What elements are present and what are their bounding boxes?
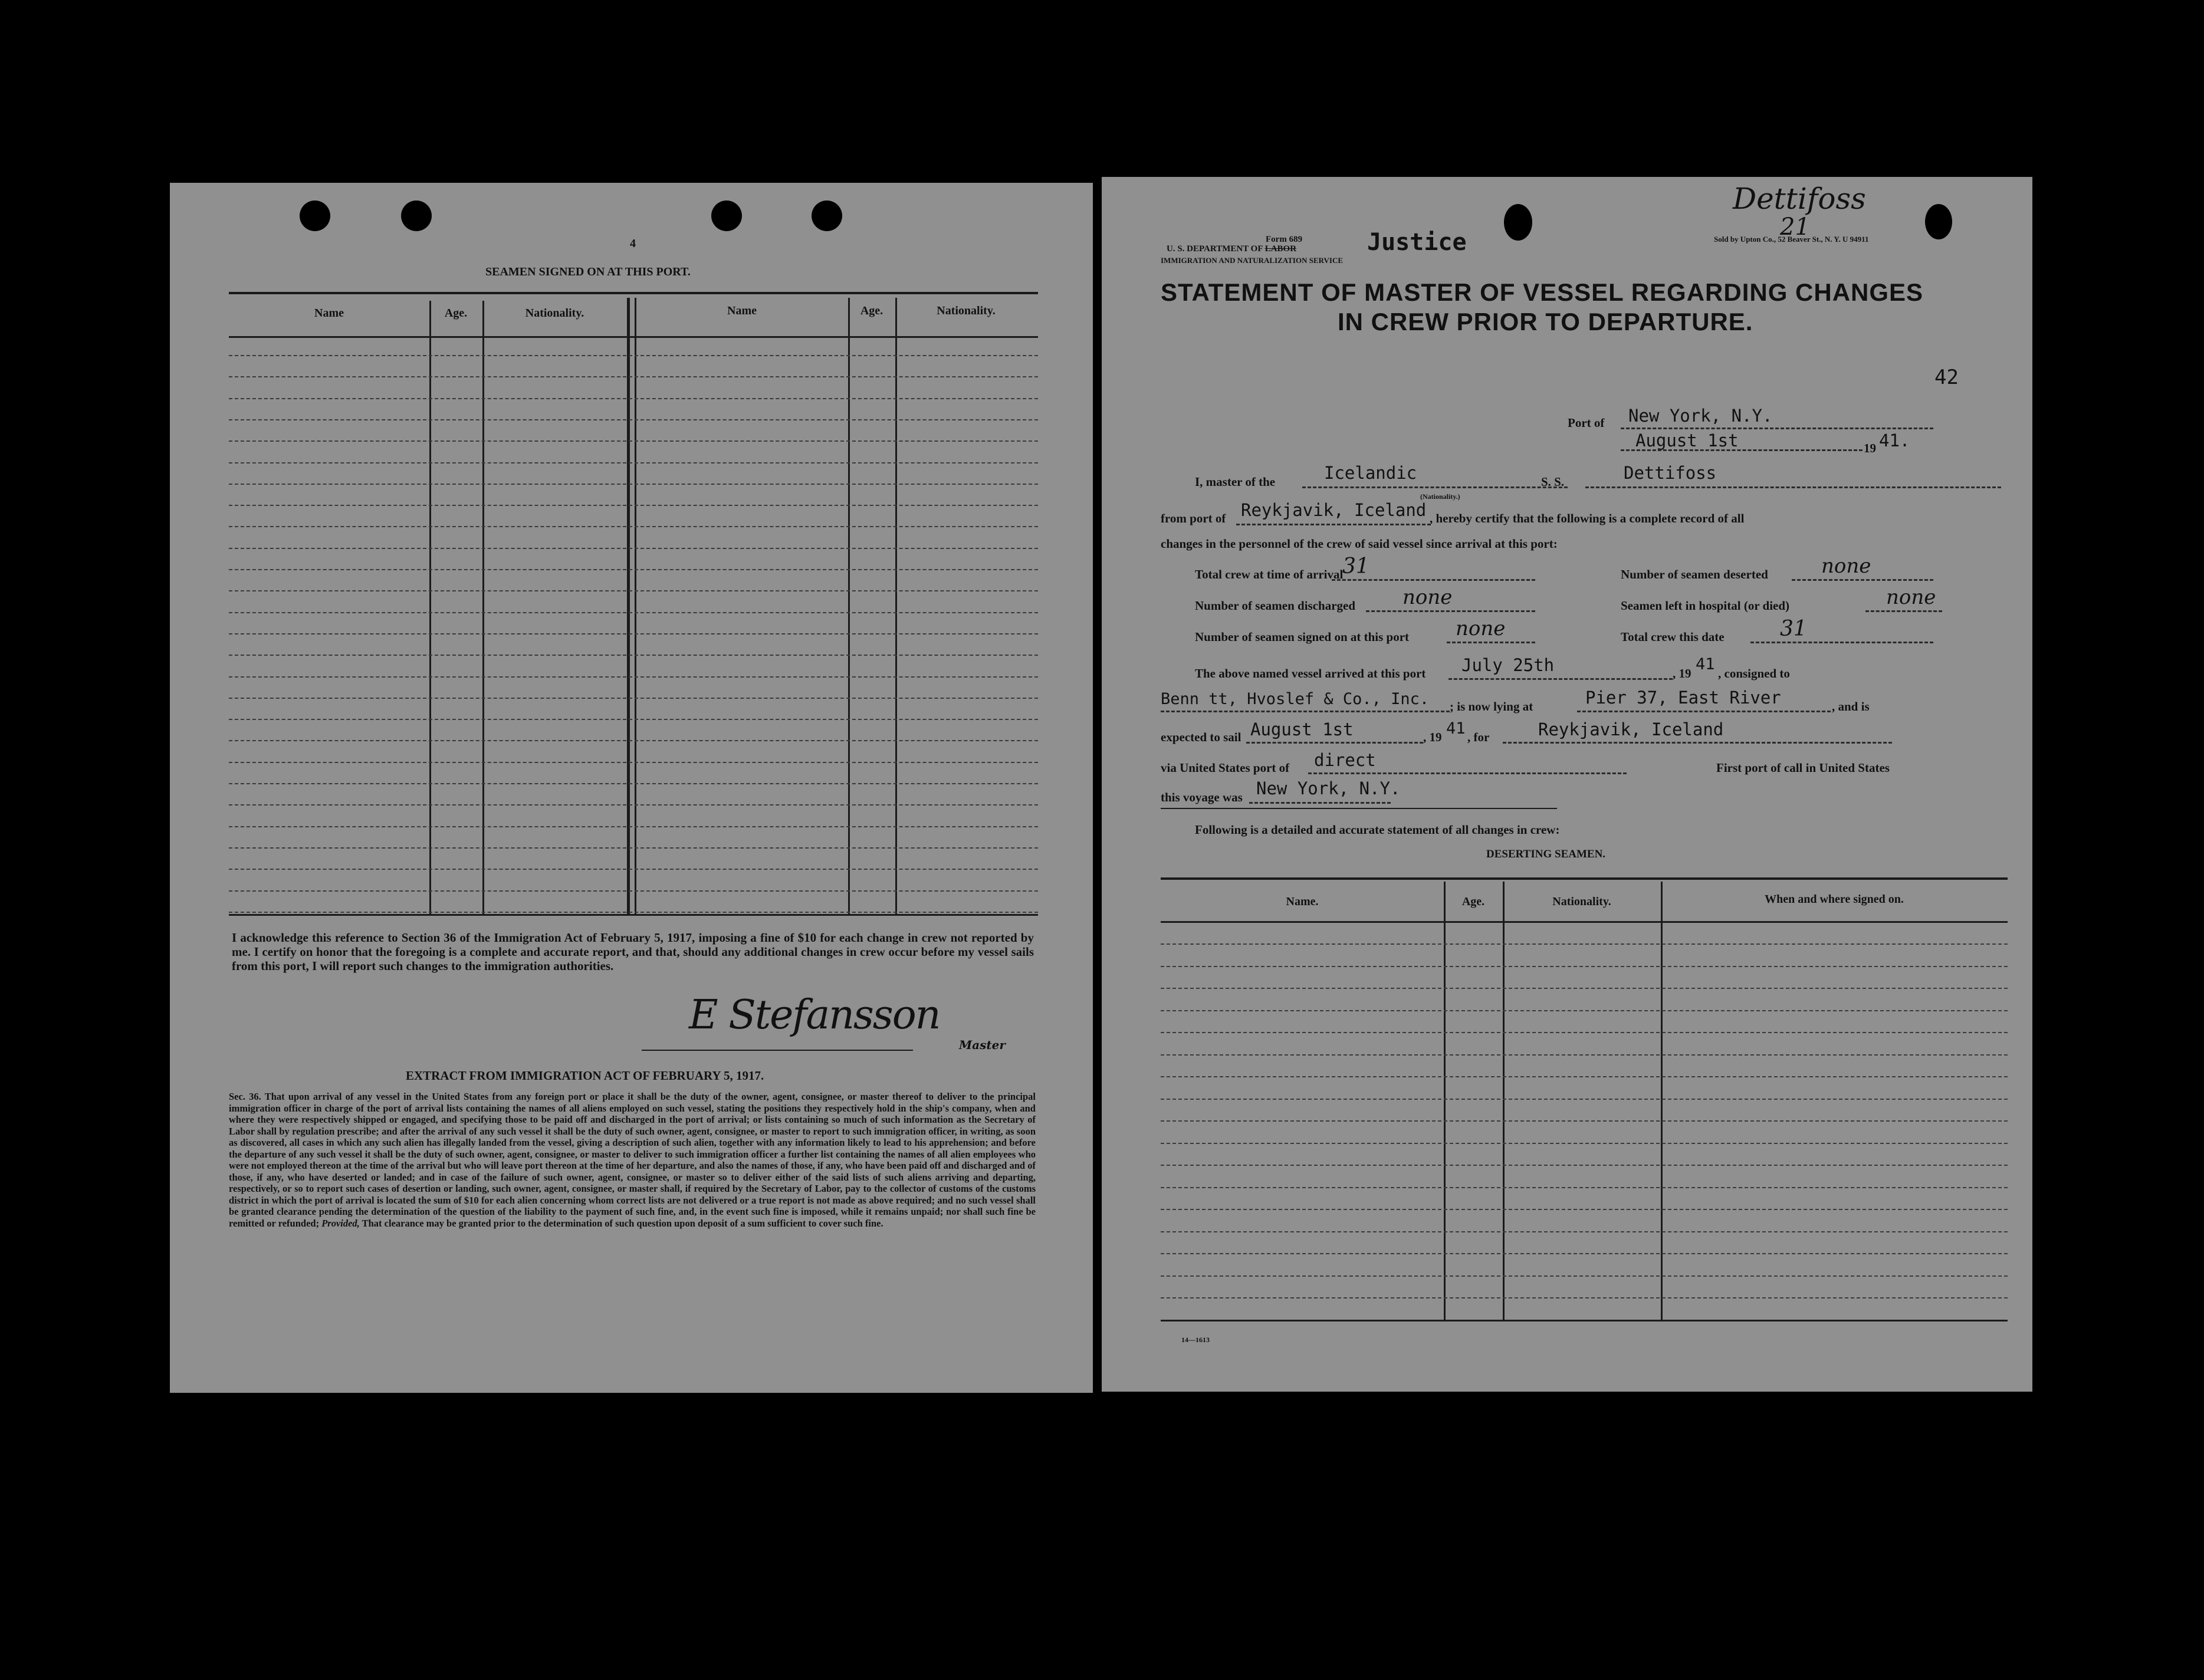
col-divider [627,298,630,914]
deserted-value: none [1821,554,1871,578]
section-title: SEAMEN SIGNED ON AT THIS PORT. [485,265,691,278]
total-arrival-value: 31 [1342,554,1369,578]
signed-label: Number of seamen signed on at this port [1195,630,1410,644]
master-label: I, master of the [1195,475,1276,489]
table-row-rule [229,612,1038,613]
col-age-header-2: Age. [860,304,883,317]
ss-label: S. S. [1541,475,1565,489]
punch-hole [1504,204,1532,241]
deserting-table-bottom-rule [1161,1320,2008,1321]
port-underline [1621,428,1933,429]
table-row-rule [1161,966,2008,967]
department-handwritten: Justice [1367,229,1467,256]
voyage-value: New York, N.Y. [1256,778,1401,798]
deserting-title: DESERTING SEAMEN. [1486,848,1606,860]
expected-label: expected to sail [1161,730,1241,744]
deserted-underline [1792,579,1933,581]
punch-hole [812,200,842,231]
lying-label: ; is now lying at [1450,699,1533,714]
table-bottom-rule [229,914,1038,916]
arrived-year-suffix: 41 [1696,655,1715,673]
form-title-line1: STATEMENT OF MASTER OF VESSEL REGARDING CHANGES [1161,278,1924,306]
total-date-value: 31 [1780,617,1807,641]
table-row-rule [229,548,1038,549]
table-row-rule [1161,1275,2008,1277]
extract-lead: Sec. 36. [229,1091,261,1102]
extract-body [229,1091,1036,1229]
signature-role: Master [959,1038,1006,1052]
col-divider [429,301,431,914]
handwritten-number-annotation: 21 [1780,213,1810,241]
col-nationality-header-2: Nationality. [937,304,996,317]
col-divider [482,301,484,914]
table-row-rule [1161,1010,2008,1011]
acknowledgement-text: I acknowledge this reference to Section 36 of the Immigration Act of February 5, 1917, imposing a fine of $10 for each change in crew not reported by me. I certify on honor that the foregoing is a complete and accurate report, and that, should any additional changes in crew occur before my vessel sails from this port, I will report such changes to the immigration authorities. [232,931,1034,973]
punch-hole [1925,204,1952,239]
port-value: New York, N.Y. [1628,406,1773,426]
total-arrival-underline [1332,579,1535,581]
deserting-table-header-rule [1161,921,2008,923]
nationality-caption: (Nationality.) [1420,492,1460,501]
discharged-underline [1366,610,1535,612]
table-row-rule [229,398,1038,399]
total-date-underline [1750,642,1933,643]
table-header-rule [229,336,1038,338]
port-label: Port of [1568,416,1605,430]
table-row-rule [1161,1054,2008,1056]
table-row-rule [229,869,1038,870]
page-number: 4 [630,237,636,250]
table-row-rule [1161,1032,2008,1033]
col-when-where-header: When and where signed on. [1765,893,1904,906]
consignee-value: Benn tt, Hvoslef & Co., Inc. [1161,690,1430,708]
table-row-rule [1161,1231,2008,1232]
punch-hole [401,200,432,231]
master-signature: E Stefansson [689,992,940,1038]
table-row-rule [229,804,1038,806]
col-age-header: Age. [1461,895,1485,908]
footer-code: 14—1613 [1181,1336,1210,1344]
expected-year-suffix: 41 [1446,719,1466,738]
table-row-rule [1161,1099,2008,1100]
col-name-header: Name. [1286,895,1319,908]
table-row-rule [1161,1076,2008,1077]
lying-value: Pier 37, East River [1585,688,1781,708]
table-row-rule [229,526,1038,527]
printer-credit: Sold by Upton Co., 52 Beaver St., N. Y. U 94911 [1714,235,1869,244]
consigned-label: , consigned to [1718,666,1790,680]
discharged-value: none [1402,586,1453,609]
table-row-rule [229,676,1038,678]
total-date-label: Total crew this date [1621,630,1725,644]
col-nationality-header: Nationality. [1552,895,1611,908]
col-name-header: Name [314,307,344,320]
form-number: Form 689 [1266,235,1303,244]
col-divider [848,298,850,914]
extract-title: EXTRACT FROM IMMIGRATION ACT OF FEBRUARY 5, 1917. [406,1069,764,1083]
hospital-underline [1865,610,1942,612]
table-row-rule [1161,1143,2008,1144]
table-row-rule [229,826,1038,827]
table-top-rule [229,292,1038,294]
vessel-value: Dettifoss [1624,463,1717,483]
sheet-number: 42 [1934,366,1959,389]
col-divider [635,298,636,914]
table-row-rule [229,912,1038,913]
arrived-value: July 25th [1461,655,1555,675]
punch-hole [711,200,742,231]
certify-text: , hereby certify that the following is a complete record of all [1430,511,1745,525]
table-row-rule [1161,1165,2008,1166]
expected-year-prefix: , 19 [1423,730,1442,744]
from-value: Reykjavik, Iceland [1241,500,1427,520]
changes-text: changes in the personnel of the crew of said vessel since arrival at this port: [1161,537,1558,551]
expected-value: August 1st [1250,719,1354,739]
table-row-rule [1161,1253,2008,1254]
table-row-rule [229,655,1038,656]
table-row-rule [229,740,1038,741]
col-divider [895,298,897,914]
table-row-rule [229,633,1038,634]
following-text: Following is a detailed and accurate statement of all changes in crew: [1195,823,1560,837]
deserting-table-top-rule [1161,877,2008,880]
voyage-underline [1249,802,1391,804]
col-nationality-header: Nationality. [525,307,584,320]
table-row-rule [229,719,1038,720]
col-age-header: Age. [444,307,468,320]
signature-line [642,1050,913,1051]
table-row-rule [1161,1209,2008,1210]
for-underline [1503,742,1892,744]
table-row-rule [229,419,1038,420]
table-row-rule [229,590,1038,591]
extract-end: That clearance may be granted prior to the determination of such question upon deposit of a sum sufficient to cover such fine. [362,1217,883,1229]
and-is-label: , and is [1832,699,1870,714]
voyage-rule [1161,808,1557,809]
first-port-label: First port of call in United States [1716,761,1890,775]
service-name: IMMIGRATION AND NATURALIZATION SERVICE [1161,256,1344,265]
lying-underline [1577,711,1831,712]
nationality-value: Icelandic [1324,463,1417,483]
extract-text: That upon arrival of any vessel in the United States from any foreign port or place it shall be the duty of the owner, agent, consignee, or master thereof to deliver to the principal immigration officer in charge of the port of arrival lists containing the names of all aliens employed on such vessel, stating the positions they respectively hold in the ship's company, when and where they were respectively shipped or engaged, and specifying those to be paid off and discharged in the port of arrival; or lists containing so much of such information as the Secretary of Labor shall by regulation prescribe; and after the arrival of any such vessel it shall be the duty of such owner, agent, consignee, or master to report to such immigration officer, in writing, as soon as discovered, all cases in which any such alien has illegally landed from the vessel, giving a description of such alien, together with any information likely to lead to his apprehension; and before the departure of any such vessel it shall be the duty of such owner, agent, consignee, or master to deliver to such immigration officer a further list containing the names of all alien employees who were not employed thereon at the time of the arrival but who will leave port thereon at the time of her departure, and also the names of those, if any, who have been paid off and discharged and of those, if any, who have deserted or landed; and in case of the failure of such owner, agent, consignee, or master so to deliver either of the said lists of such aliens arriving and departing, respectively, or so to report such cases of desertion or landing, such owner, agent, consignee, or master shall, if required by the Secretary of Labor, pay to the collector of customs of the customs district in which the port of arrival is located the sum of $10 for each alien concerning whom correct lists are not delivered or a true report is not made as above required; and no such vessel shall be granted clearance pending the determination of the question of the liability to the payment of such fine, and, in the event such fine is imposed, while it remains unpaid; nor shall such fine be remitted or refunded; [229,1091,1036,1229]
for-label: , for [1467,730,1490,744]
left-page [170,183,1093,1393]
voyage-label: this voyage was [1161,790,1243,804]
extract-proviso: Provided, [321,1217,360,1229]
table-row-rule [229,355,1038,356]
hospital-value: none [1886,586,1936,609]
department-printed: U. S. DEPARTMENT OF [1167,244,1263,254]
table-row-rule [1161,1120,2008,1122]
nationality-underline [1302,486,1568,488]
arrived-year-prefix: , 19 [1673,666,1691,680]
from-label: from port of [1161,511,1226,525]
date-value: August 1st [1635,430,1739,451]
vessel-underline [1585,486,2001,488]
table-row-rule [229,505,1038,506]
form-title-line2: IN CREW PRIOR TO DEPARTURE. [1338,308,1753,336]
date-year-prefix: 19 [1864,441,1876,455]
table-row-rule [229,762,1038,763]
right-page [1102,177,2032,1392]
table-row-rule [1161,1187,2008,1188]
department-struck: LABOR [1264,244,1297,254]
department [1167,244,1296,254]
table-row-rule [1161,1297,2008,1298]
for-value: Reykjavik, Iceland [1538,719,1724,739]
col-name-header-2: Name [727,304,757,317]
table-row-rule [229,890,1038,892]
table-row-rule [229,569,1038,570]
hospital-label: Seamen left in hospital (or died) [1621,599,1790,613]
table-row-rule [229,376,1038,377]
date-underline [1621,449,1863,451]
arrived-label: The above named vessel arrived at this port [1195,666,1426,680]
discharged-label: Number of seamen discharged [1195,599,1356,613]
signed-value: none [1456,617,1506,640]
table-row-rule [229,440,1038,442]
punch-hole [300,200,330,231]
table-row-rule [229,847,1038,849]
date-year-suffix: 41. [1879,430,1910,451]
signed-underline [1447,642,1535,643]
total-arrival-label: Total crew at time of arrival [1195,567,1344,581]
table-row-rule [229,462,1038,463]
via-label: via United States port of [1161,761,1290,775]
arrived-underline [1448,678,1673,680]
table-row-rule [229,484,1038,485]
handwritten-vessel-annotation: Dettifoss [1733,182,1866,216]
table-row-rule [229,698,1038,699]
expected-underline [1246,742,1423,744]
table-row-rule [1161,988,2008,989]
table-row-rule [1161,943,2008,945]
consignee-underline [1161,711,1450,712]
deserted-label: Number of seamen deserted [1621,567,1768,581]
from-underline [1236,524,1431,525]
via-underline [1308,772,1627,774]
via-value: direct [1314,750,1376,770]
table-row-rule [229,783,1038,784]
